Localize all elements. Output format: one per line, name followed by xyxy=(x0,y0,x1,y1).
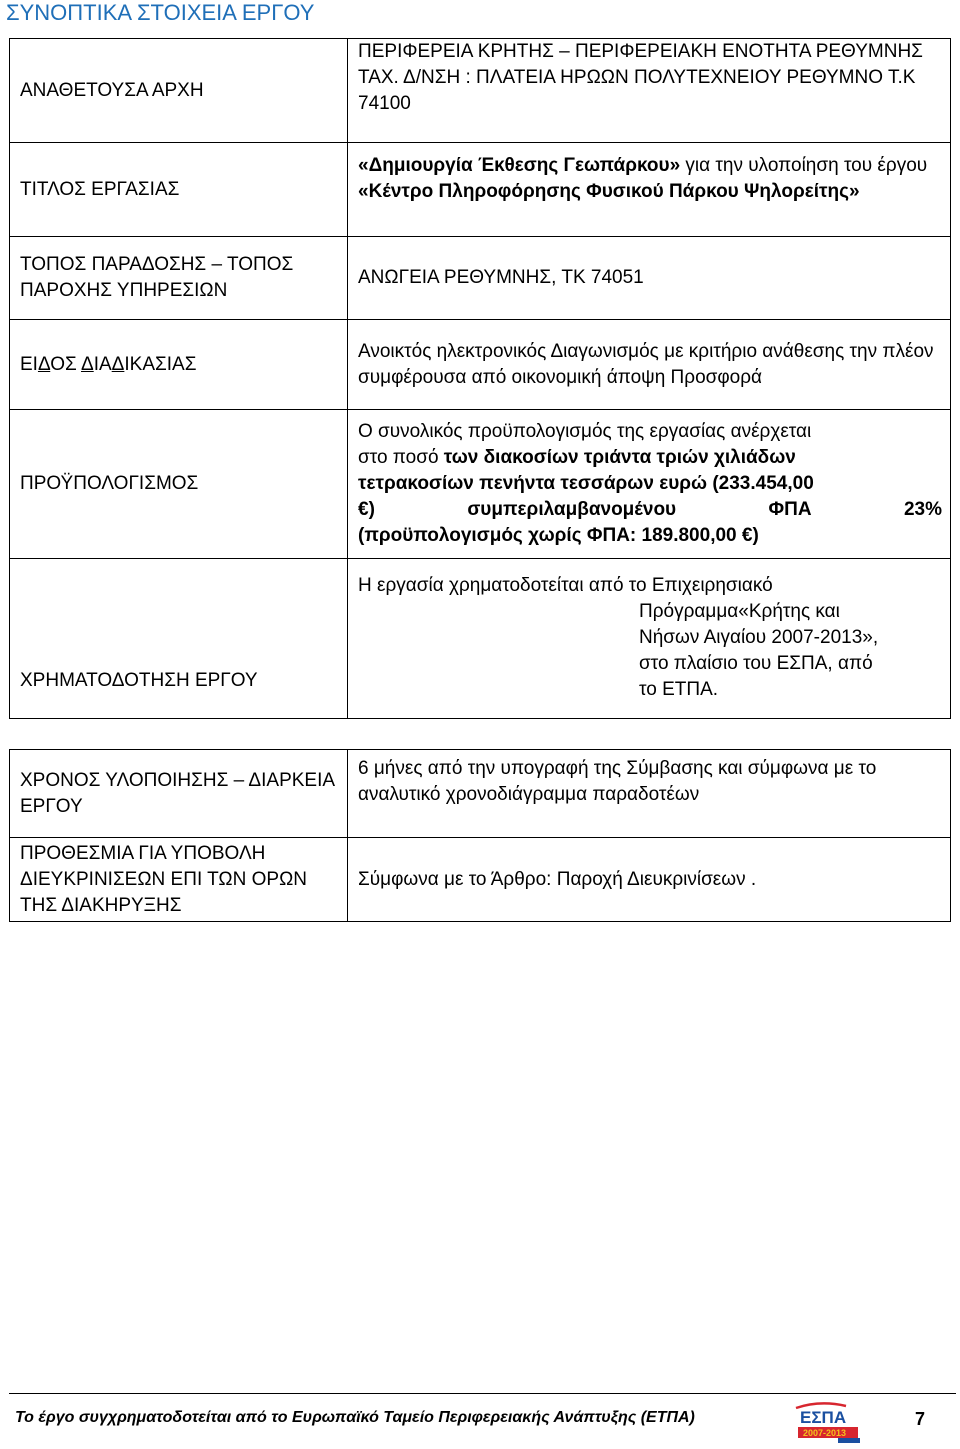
funding-line: Πρόγραμμα«Κρήτης και xyxy=(639,601,840,622)
timeline-table xyxy=(9,749,951,922)
table-row xyxy=(10,39,951,143)
table-row xyxy=(10,410,951,559)
title-part-1: «Δημιουργία Έκθεσης Γεωπάρκου» xyxy=(358,155,681,176)
budget-text: στο ποσό xyxy=(358,447,444,468)
deadline-label: ΠΡΟΘΕΣΜΙΑ ΓΙΑ ΥΠΟΒΟΛΗ ΔΙΕΥΚΡΙΝΙΣΕΩΝ ΕΠΙ ΤΩΝ ΟΡΩΝ ΤΗΣ ΔΙΑΚΗΡΥΞΗΣ xyxy=(10,838,348,922)
table-row xyxy=(10,143,951,237)
project-summary-table xyxy=(9,38,951,719)
budget-line: τετρακοσίων πενήντα τεσσάρων ευρώ (233.454,00 xyxy=(358,473,814,494)
budget-label: ΠΡΟΫΠΟΛΟΓΙΣΜΟΣ xyxy=(10,410,348,559)
espa-logo xyxy=(790,1398,880,1444)
place-value: ΑΝΩΓΕΙΑ ΡΕΘΥΜΝΗΣ, ΤΚ 74051 xyxy=(348,237,951,320)
budget-vat-text: ) συμπεριλαμβανομένου ΦΠΑ 23% xyxy=(368,499,942,520)
funding-line: Η εργασία χρηματοδοτείται από το Επιχειρησιακό xyxy=(358,575,773,596)
logo-years: 2007-2013 xyxy=(803,1428,847,1438)
authority-value xyxy=(348,39,951,143)
title-part-3: «Κέντρο Πληροφόρησης Φυσικού Πάρκου Ψηλορείτης» xyxy=(358,181,860,202)
table-row xyxy=(10,750,951,838)
title-label: ΤΙΤΛΟΣ ΕΡΓΑΣΙΑΣ xyxy=(10,143,348,237)
eu-flag-icon xyxy=(838,1438,860,1443)
duration-value: 6 μήνες από την υπογραφή της Σύμβασης και σύμφωνα με το αναλυτικό χρονοδιάγραμμα παραδοτέων xyxy=(348,750,951,838)
funding-label-text: ΧΡΗΜΑΤΟΔΟΤΗΣΗ ΕΡΓΟΥ xyxy=(20,670,258,691)
funding-value xyxy=(348,559,951,719)
funding-line: στο πλαίσιο του ΕΣΠΑ, από xyxy=(639,653,873,674)
authority-label: ΑΝΑΘΕΤΟΥΣΑ ΑΡΧΗ xyxy=(10,39,348,143)
authority-address-line: ΠΕΡΙΦΕΡΕΙΑ ΚΡΗΤΗΣ – ΠΕΡΙΦΕΡΕΙΑΚΗ ΕΝΟΤΗΤΑ ΡΕΘΥΜΝΗΣ xyxy=(358,41,923,62)
euro-sign: € xyxy=(358,499,369,520)
footer-divider xyxy=(9,1393,956,1394)
procedure-label-part: Δ xyxy=(81,353,94,375)
table-row xyxy=(10,838,951,922)
table-row xyxy=(10,559,951,719)
budget-amount-words: των διακοσίων τριάντα τριών χιλιάδων xyxy=(443,447,796,468)
procedure-label-part: Δ xyxy=(37,353,51,375)
budget-value xyxy=(348,410,951,559)
procedure-value: Ανοικτός ηλεκτρονικός Διαγωνισμός με κριτήριο ανάθεσης την πλέον συμφέρουσα από οικονομική άποψη Προσφορά xyxy=(348,320,951,410)
deadline-value: Σύμφωνα με το Άρθρο: Παροχή Διευκρινίσεων . xyxy=(348,838,951,922)
title-part-2: για την υλοποίηση του έργου xyxy=(680,155,928,176)
budget-net-close: ) xyxy=(752,525,759,546)
funding-line: Νήσων Αιγαίου 2007-2013», xyxy=(639,627,879,648)
budget-line xyxy=(358,523,942,549)
budget-line xyxy=(358,445,942,471)
procedure-label-part: Δ xyxy=(111,353,125,375)
funding-line: το ΕΤΠΑ. xyxy=(639,679,719,700)
table-row xyxy=(10,320,951,410)
budget-line xyxy=(358,497,942,523)
procedure-label-part: ΙΑ xyxy=(93,353,112,375)
authority-postal-line: ΤΑΧ. Δ/ΝΣΗ : ΠΛΑΤΕΙΑ ΗΡΩΩΝ ΠΟΛΥΤΕΧΝΕΙΟΥ ΡΕΘΥΜΝΟ Τ.Κ 74100 xyxy=(358,67,916,114)
espa-logo-graphic xyxy=(790,1398,880,1444)
place-label: ΤΟΠΟΣ ΠΑΡΑΔΟΣΗΣ – ΤΟΠΟΣ ΠΑΡΟΧΗΣ ΥΠΗΡΕΣΙΩΝ xyxy=(10,237,348,320)
duration-label: ΧΡΟΝΟΣ ΥΛΟΠΟΙΗΣΗΣ – ΔΙΑΡΚΕΙΑ ΕΡΓΟΥ xyxy=(10,750,348,838)
page-number: 7 xyxy=(915,1409,926,1429)
procedure-label xyxy=(10,320,348,410)
procedure-label-part: ΕΙ xyxy=(20,353,38,375)
section-heading: ΣΥΝΟΠΤΙΚΑ ΣΤΟΙΧΕΙΑ ΕΡΓΟΥ xyxy=(6,0,315,25)
procedure-label-part: ΙΚΑΣΙΑΣ xyxy=(124,353,197,375)
euro-sign: € xyxy=(741,525,753,546)
funding-label xyxy=(10,559,348,719)
procedure-label-part: ΟΣ xyxy=(50,353,82,375)
footer-funding-note: Το έργο συγχρηματοδοτείται από το Ευρωπαϊκό Ταμείο Περιφερειακής Ανάπτυξης (ΕΤΠΑ) xyxy=(15,1409,695,1426)
logo-wordmark: ΕΣΠΑ xyxy=(800,1408,847,1427)
budget-line: Ο συνολικός προϋπολογισμός της εργασίας ανέρχεται xyxy=(358,421,812,442)
budget-net-text: (προϋπολογισμός χωρίς ΦΠΑ: 189.800,00 xyxy=(358,525,742,546)
table-row xyxy=(10,237,951,320)
title-value xyxy=(348,143,951,237)
